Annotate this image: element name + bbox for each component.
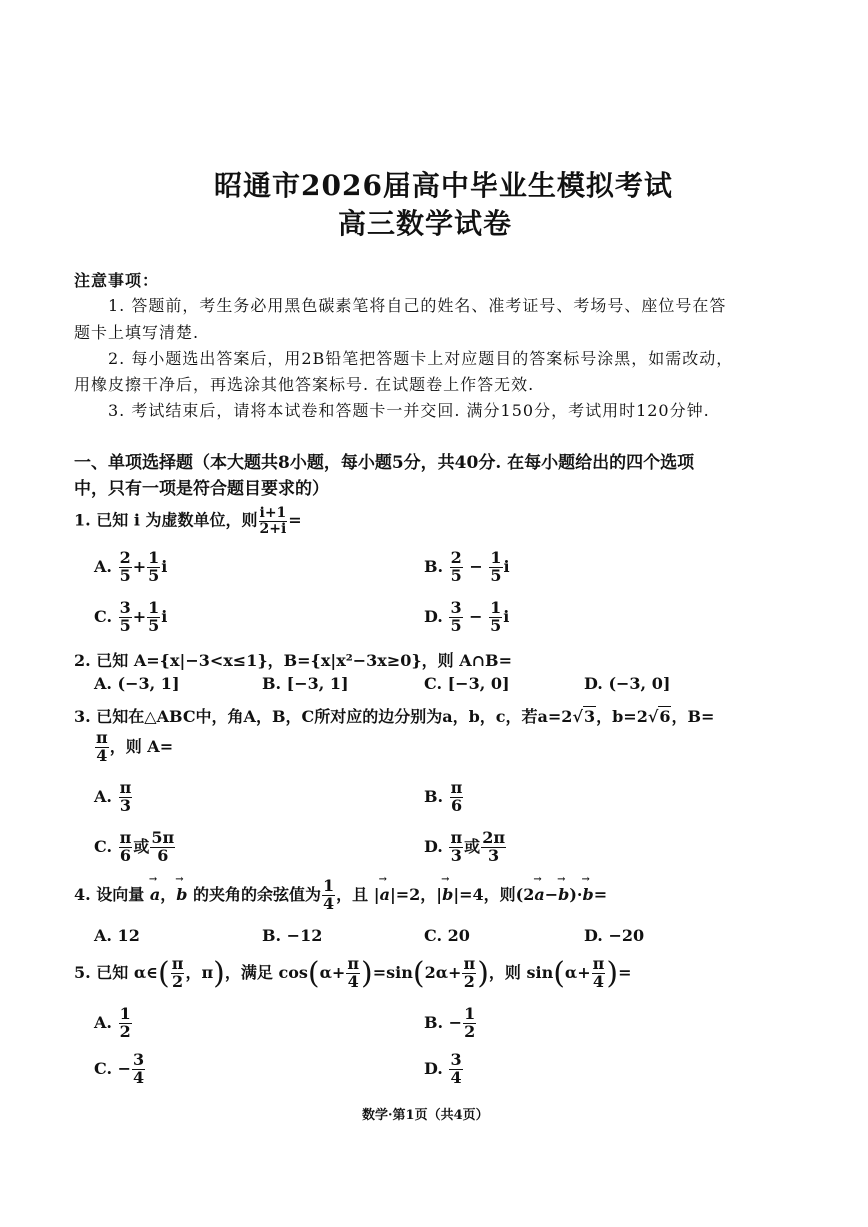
q4-option-b[interactable]: B. −12 xyxy=(262,926,323,945)
question-1: 1. 已知 i 为虚数单位，则 $\frac{i+1}{2+i}$ = xyxy=(74,505,302,537)
q1-option-d[interactable]: D. $\frac{3}{5}$ − $\frac{1}{5}$ i xyxy=(424,598,510,635)
exam-title-line1: 昭通市2026届高中毕业生模拟考试 xyxy=(214,169,673,202)
section1-heading-line1: 一、单项选择题（本大题共8小题，每小题5分，共40分. 在每小题给出的四个选项 xyxy=(74,453,695,473)
q1-option-a[interactable]: A. $\frac{2}{5}$ + $\frac{1}{5}$ i xyxy=(94,548,168,585)
question-5: 5. 已知 α∈( $\frac{\pi}{2}$ ，π)，满足 cos(α+ $\frac{\pi}{4}$ )=sin(2α+ $\frac{\pi}{2}$ )，则 sin(α+ $\frac{\pi}{4}$ )= xyxy=(74,954,632,991)
q1-fraction: $\frac{i+1}{2+i}$ xyxy=(259,505,287,537)
q5-option-c[interactable]: C. − $\frac{3}{4}$ xyxy=(94,1050,145,1087)
notice-heading: 注意事项： xyxy=(74,271,160,290)
q3-option-d[interactable]: D. $\frac{\pi}{3}$ 或 $\frac{2\pi}{3}$ xyxy=(424,828,506,865)
q4-option-d[interactable]: D. −20 xyxy=(584,926,645,945)
question-3-line2: $\frac{\pi}{4}$ ，则 A= xyxy=(96,728,174,765)
notice-item2-line2: 用橡皮擦干净后，再选涂其他答案标号. 在试题卷上作答无效. xyxy=(74,375,535,394)
q5-option-a[interactable]: A. $\frac{1}{2}$ xyxy=(94,1004,131,1041)
q2-option-a[interactable]: A. (−3, 1] xyxy=(94,674,180,693)
page-footer: 数学·第1页（共4页） xyxy=(362,1108,489,1123)
q3-option-b[interactable]: B. $\frac{\pi}{6}$ xyxy=(424,778,463,815)
question-4: 4. 设向量 → a，→ b 的夹角的余弦值为 $\frac{1}{4}$ ，且 |→ a|=2，|→ b|=4，则(2→ a−→ b)·→ b= xyxy=(74,878,607,913)
q4-option-c[interactable]: C. 20 xyxy=(424,926,470,945)
q1-stem: 1. 已知 i 为虚数单位，则 xyxy=(74,510,258,530)
q1-option-c[interactable]: C. $\frac{3}{5}$ + $\frac{1}{5}$ i xyxy=(94,598,168,635)
q2-option-c[interactable]: C. [−3, 0] xyxy=(424,674,510,693)
notice-item1-line1: 1. 答题前，考生务必用黑色碳素笔将自己的姓名、准考证号、考场号、座位号在答 xyxy=(108,296,727,315)
notice-item2-line1: 2. 每小题选出答案后，用2B铅笔把答题卡上对应题目的答案标号涂黑，如需改动， xyxy=(108,349,734,368)
q3-option-a[interactable]: A. $\frac{\pi}{3}$ xyxy=(94,778,132,815)
notice-item1-line2: 题卡上填写清楚. xyxy=(74,323,200,342)
section1-heading-line2: 中，只有一项是符合题目要求的） xyxy=(74,479,329,499)
q4-option-a[interactable]: A. 12 xyxy=(94,926,140,945)
notice-item3: 3. 考试结束后，请将本试卷和答题卡一并交回. 满分150分，考试用时120分钟. xyxy=(108,401,710,420)
q2-option-d[interactable]: D. (−3, 0] xyxy=(584,674,671,693)
q3-option-c[interactable]: C. $\frac{\pi}{6}$ 或 $\frac{5\pi}{6}$ xyxy=(94,828,175,865)
question-2: 2. 已知 A={x|−3<x≤1}，B={x|x²−3x≥0}，则 A∩B= xyxy=(74,651,512,670)
q2-option-b[interactable]: B. [−3, 1] xyxy=(262,674,349,693)
exam-title-line2: 高三数学试卷 xyxy=(338,207,513,240)
q1-option-b[interactable]: B. $\frac{2}{5}$ − $\frac{1}{5}$ i xyxy=(424,548,510,585)
q5-option-b[interactable]: B. − $\frac{1}{2}$ xyxy=(424,1004,476,1041)
q5-option-d[interactable]: D. $\frac{3}{4}$ xyxy=(424,1050,462,1087)
question-3: 3. 已知在△ABC中，角A，B，C所对应的边分别为a，b，c，若a=2√3，b=2√6，B= xyxy=(74,707,715,726)
